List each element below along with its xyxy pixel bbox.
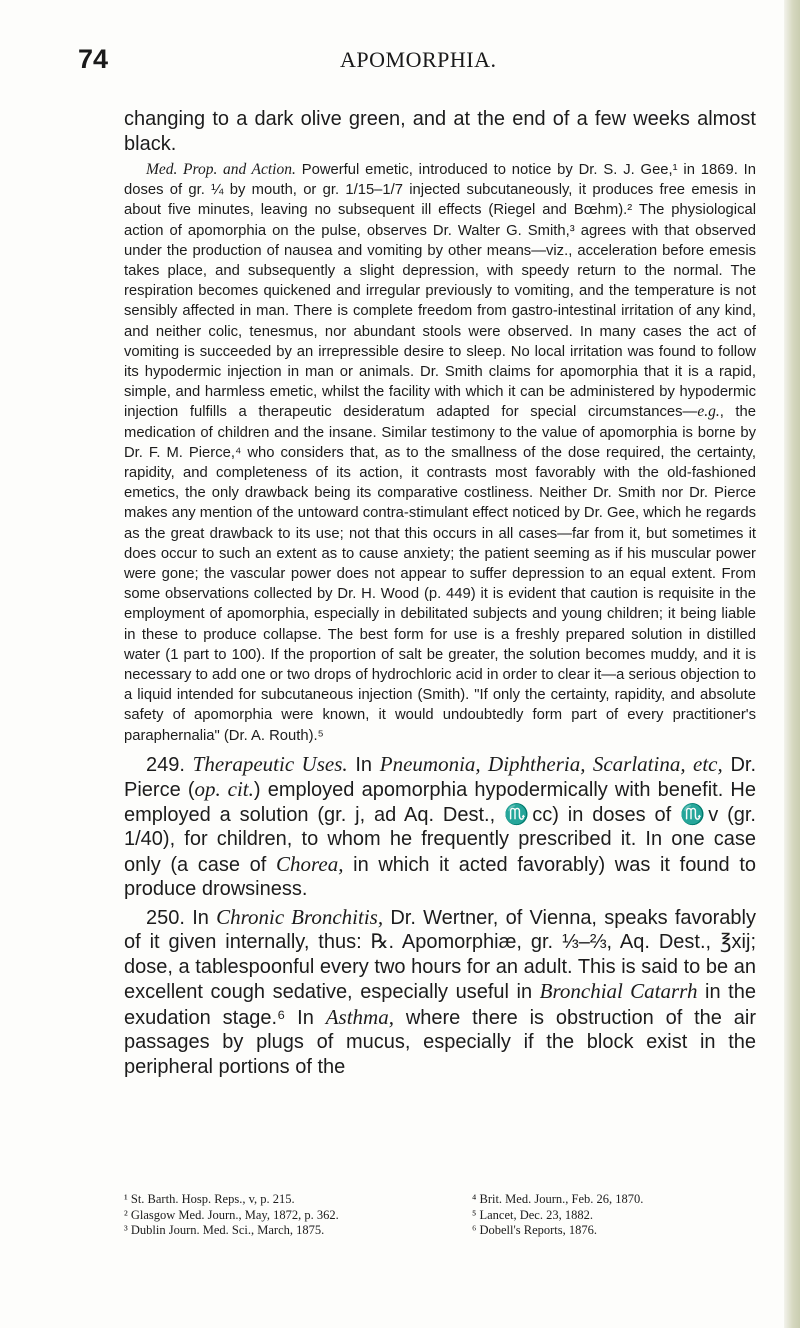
med-prop-eg: e.g. (697, 403, 720, 421)
med-prop-heading: Med. Prop. and Action. (146, 161, 296, 178)
paragraph-249-number: 249. (146, 753, 185, 776)
footnote-3: ³ Dublin Journ. Med. Sci., March, 1875. (124, 1223, 325, 1237)
paragraph-250-text: Dr. Wertner, of Vienna, speaks favorably of it given internally, thus: ℞. Apomorphiæ, gr. ⅓–⅔, Aq. Dest., ℥xij; dose, a tablespoonful every two hours for an adult. This is said to be an excellent cough sedative, especially useful in (124, 906, 756, 1004)
paragraph-250-number: 250. (146, 906, 185, 929)
footnote-5: ⁵ Lancet, Dec. 23, 1882. (472, 1207, 593, 1222)
intro-paragraph: changing to a dark olive green, and at the end of a few weeks almost black. (124, 108, 756, 155)
paragraph-249-in: In (355, 753, 373, 776)
footnote-4: ⁴ Brit. Med. Journ., Feb. 26, 1870. (472, 1192, 644, 1206)
paragraph-250-catarrh: Bronchial Catarrh (539, 979, 698, 1004)
footnotes-right-column (472, 1192, 772, 1239)
paragraph-250-in: In (192, 906, 209, 929)
running-head: APOMORPHIA. (340, 47, 497, 72)
paragraph-250-asthma: Asthma, (325, 1004, 394, 1029)
paragraph-249-dr: Dr. Pierce ( (124, 753, 757, 802)
paragraph-249-text-2: in which it acted favorably) was it found to produce drowsiness. (124, 853, 757, 901)
footnote-1: ¹ St. Barth. Hosp. Reps., v, p. 215. (124, 1192, 295, 1206)
paragraph-249-chorea: Chorea, (275, 851, 344, 876)
page-header (78, 44, 718, 84)
footnotes-left-column (124, 1192, 464, 1239)
paragraph-250-text-3: where there is obstruction of the air passages by plugs of mucus, especially if the block exist in the peripheral portions of the (124, 1006, 756, 1078)
med-prop-text-2: , the medication of children and the insane. Similar testimony to the value of apomorphia is borne by Dr. F. M. Pierce,⁴ who considers that, as to the smallness of the dose required, the certainty, rapidity, and completeness of its action, it contrasts most favorably with the old-fashioned emetics, the only drawback being its comparative costliness. Neither Dr. Smith nor Dr. Pierce makes any mention of the untoward contra-stimulant effect noticed by Dr. Gee, which he regards as the great drawback to its use; not that this occurs in all cases—far from it, but sometimes it does occur to such an extent as to cause anxiety; the patient seeming as if his muscular power were gone; the vascular power does not appear to suffer depression to an equal extent. From some observations collected by Dr. H. Wood (p. 449) it is evident that caution is requisite in the employment of apomorphia, especially in debilitated subjects and young children; it being liable in these to produce collapse. The best form for use is a freshly prepared solution in distilled water (1 part to 100). If the proportion of salt be greater, the solution becomes muddy, and it is necessary to add one or two drops of hydrochloric acid in order to clear it—a serious objection to a liquid intended for subcutaneous injection (Smith). "If only the certainty, rapidity, and absolute safety of apomorphia were known, it would undoubtedly form part of every practitioner's paraphernalia" (Dr. A. Routh).⁵ (124, 404, 757, 744)
paragraph-249-heading: Therapeutic Uses. (192, 751, 348, 776)
footnote-2: ² Glasgow Med. Journ., May, 1872, p. 362. (124, 1207, 339, 1222)
med-prop-paragraph (124, 160, 756, 746)
paragraph-249-opcit: op. cit. (194, 777, 254, 802)
body-text (124, 107, 756, 1079)
paragraph-250 (124, 905, 756, 1080)
paragraph-250-text-2: in the exudation stage.⁶ In (124, 981, 756, 1029)
paragraph-250-disease: Chronic Bronchitis, (216, 904, 384, 929)
med-prop-text: Powerful emetic, introduced to notice by Dr. S. J. Gee,¹ in 1869. In doses of gr. ¼ by mouth, or gr. 1/15–1/7 injected subcutaneously, it produces free emesis in about five minutes, leaving no subsequent ill effects (Riegel and Bœhm).² The physiological action of apomorphia on the pulse, observes Dr. Walter G. Smith,³ agrees with that observed under the production of nausea and vomiting by other means—viz., acceleration before emesis takes place, and subsequently a slight depression, with speedy return to the normal. The respiration becomes quickened and irregular previously to vomiting, and the temperature is not sensibly affected in man. There is complete freedom from gastro-intestinal irritation of any kind, and neither colic, tenesmus, nor abundant stools were observed. In many cases the act of vomiting is succeeded by an irrepressible desire to sleep. No local irritation was found to follow its hypodermic injection in man or animals. Dr. Smith claims for apomorphia that it is a rapid, simple, and harmless emetic, whilst the facility with which it can be administered by hypodermic injection fulfills a therapeutic desideratum adapted for special circumstances— (124, 162, 756, 421)
footnote-6: ⁶ Dobell's Reports, 1876. (472, 1223, 598, 1237)
paragraph-249-diseases: Pneumonia, Diphtheria, Scarlatina, etc, (379, 751, 723, 776)
page-number: 74 (78, 44, 109, 74)
paragraph-249 (124, 752, 756, 902)
page-edge (784, 0, 800, 1328)
paragraph-249-text: ) employed apomorphia hypodermically with benefit. He employed a solution (gr. j, ad Aq. Dest., ♏cc) in doses of ♏v (gr. 1/40), for children, to whom he frequently prescribed it. In one case only (a case of (124, 779, 756, 876)
